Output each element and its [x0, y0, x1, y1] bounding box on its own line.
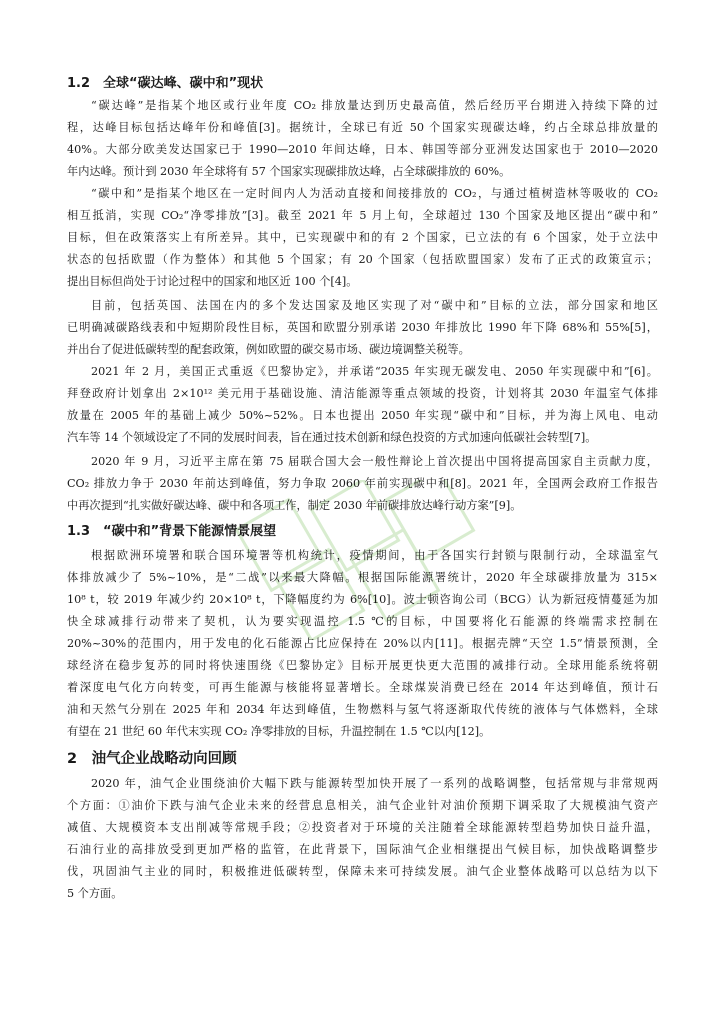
section-heading-1-2: 1.2 全球“碳达峰、碳中和”现状: [67, 76, 264, 91]
paragraph-line: 2020 年 9 月，习近平主席在第 75 届联合国大会一般性辩论上首次提出中国将提高国家自主贡献力度，: [91, 455, 658, 468]
paragraph-line: “碳中和”是指某个地区在一定时间内人为活动直接和间接排放的 CO₂，与通过植树造林等吸收的 CO₂: [91, 187, 658, 200]
paragraph-line: 10⁸ t，较 2019 年减少约 20×10⁸ t，下降幅度约为 6%[10]。波士顿咨询公司（BCG）认为新冠疫情蔓延为加: [67, 593, 658, 606]
paragraph-line: 状态的包括欧盟（作为整体）和其他 5 个国家；有 20 个国家（包括欧盟国家）发布了正式的政策宣示；: [67, 253, 658, 266]
paragraph-line: 根据欧洲环境署和联合国环境署等机构统计，疫情期间，由于各国实行封锁与限制行动，全球温室气: [91, 549, 658, 562]
paragraph-line: 目标，但在政策落实上有所差异。其中，已实现碳中和的有 2 个国家，已立法的有 6 个国家，处于立法中: [67, 231, 658, 244]
paragraph-line: 年内达峰。预计到 2030 年全球将有 57 个国家实现碳排放达峰，占全球碳排放的 60%。: [67, 165, 511, 178]
section-heading-1-3: 1.3 “碳中和”背景下能源情景展望: [67, 524, 277, 539]
paragraph-line: 2020 年，油气企业围绕油价大幅下跌与能源转型加快开展了一系列的战略调整，包括常规与非常规两: [91, 777, 658, 790]
paragraph-line: 20%~30%的范围内，用于发电的化石能源占比应保持在 20%以内[11]。根据壳牌“天空 1.5”情景预测，全: [67, 637, 658, 650]
paragraph-line: 并出台了促进低碳转型的配套政策，例如欧盟的碳交易市场、碳边境调整关税等。: [67, 343, 470, 356]
paragraph-line: 减值、大规模资本支出削减等常规手段；②投资者对于环境的关注随着全球能源转型趋势加快日益升温，: [67, 821, 658, 834]
paragraph-line: 有望在 21 世纪 60 年代末实现 CO₂ 净零排放的目标，升温控制在 1.5 ℃以内[12]。: [67, 725, 491, 738]
paragraph-line: 提出目标但尚处于讨论过程中的国家和地区近 100 个[4]。: [67, 275, 358, 288]
paragraph-line: 目前，包括英国、法国在内的多个发达国家及地区实现了对“碳中和”目标的立法，部分国家和地区: [91, 299, 658, 312]
paragraph-line: 球经济在稳步复苏的同时将快速围绕《巴黎协定》目标开展更快更大范围的减排行动。全球用能系统将朝: [67, 659, 658, 672]
paragraph-line: 相互抵消，实现 CO₂“净零排放”[3]。截至 2021 年 5 月上旬，全球超过 130 个国家及地区提出“碳中和”: [67, 209, 658, 222]
paragraph-line: 石油行业的高排放受到更加严格的监管，在此背景下，国际油气企业相继提出气候目标，加快战略调整步: [67, 843, 658, 856]
section-heading-2: 2 油气企业战略动向回顾: [67, 751, 237, 767]
paragraph-line: “碳达峰”是指某个地区或行业年度 CO₂ 排放量达到历史最高值，然后经历平台期进入持续下降的过: [91, 99, 658, 112]
paragraph-line: 2021 年 2 月，美国正式重返《巴黎协定》，并承诺“2035 年实现无碳发电、2050 年实现碳中和”[6]。: [91, 365, 658, 378]
paragraph-line: 5 个方面。: [67, 887, 123, 900]
paragraph-line: 已明确减碳路线表和中短期阶段性目标，英国和欧盟分别承诺 2030 年排放比 1990 年下降 68%和 55%[5]，: [67, 321, 658, 334]
paragraph-line: 个方面：①油价下跌与油气企业未来的经营息息相关，油气企业针对油价预期下调采取了大规模油气资产: [67, 799, 658, 812]
paragraph-line: 拜登政府计划拿出 2×10¹² 美元用于基础设施、清洁能源等重点领域的投资，计划将其 2030 年温室气体排: [67, 387, 658, 400]
paragraph-line: 40%。大部分欧美发达国家已于 1990—2010 年间达峰，日本、韩国等部分亚洲发达国家也于 2010—2020: [67, 143, 658, 156]
paragraph-line: 放量在 2005 年的基础上减少 50%~52%。日本也提出 2050 年实现“碳中和”目标，并为海上风电、电动: [67, 409, 658, 422]
paragraph-line: 油和天然气分别在 2025 年和 2034 年达到峰值，生物燃料与氢气将逐渐取代传统的液体与气体燃料，全球: [67, 703, 658, 716]
paragraph-line: 着深度电气化方向转变，可再生能源与核能将显著增长。全球煤炭消费已经在 2014 年达到峰值，预计石: [67, 681, 658, 694]
paragraph-line: 汽车等 14 个领域设定了不同的发展时间表，旨在通过技术创新和绿色投资的方式加速向低碳社会转型[7]。: [67, 431, 597, 444]
paragraph-line: CO₂ 排放力争于 2030 年前达到峰值，努力争取 2060 年前实现碳中和[8]。2021 年，全国两会政府工作报告: [67, 477, 658, 490]
paragraph-line: 程，达峰目标包括达峰年份和峰值[3]。据统计，全球已有近 50 个国家实现碳达峰，约占全球总排放量的: [67, 121, 658, 134]
paragraph-line: 中再次提到“扎实做好碳达峰、碳中和各项工作，制定 2030 年前碳排放达峰行动方案”[9]。: [67, 499, 522, 512]
paragraph-line: 体排放减少了 5%~10%，是“二战”以来最大降幅。根据国际能源署统计，2020 年全球碳排放量为 315×: [67, 571, 658, 584]
paragraph-line: 伐，巩固油气主业的同时，积极推进低碳转型，保障未来可持续发展。油气企业整体战略可以总结为以下: [67, 865, 658, 878]
paragraph-line: 快全球减排行动带来了契机，认为要实现温控 1.5 ℃的目标，中国要将化石能源的终端需求控制在: [67, 615, 658, 628]
